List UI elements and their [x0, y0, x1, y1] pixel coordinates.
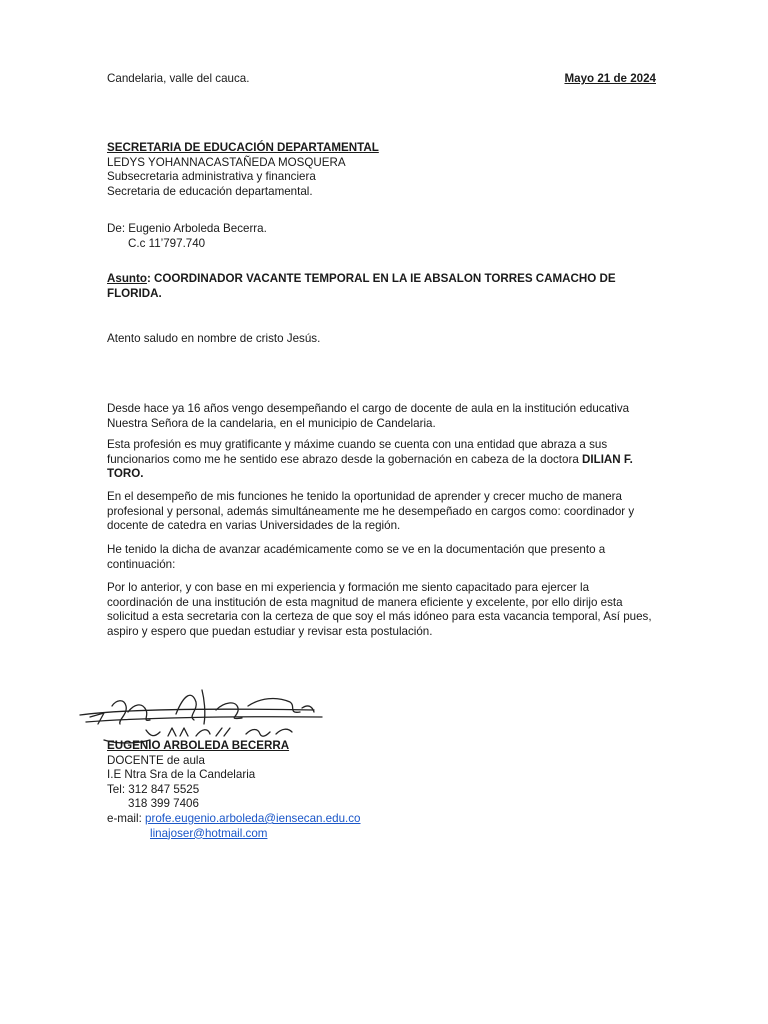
place-line: Candelaria, valle del cauca. [107, 72, 250, 85]
greeting: Atento saludo en nombre de cristo Jesús. [107, 332, 321, 345]
recipient-role: Subsecretaria administrativa y financiera [107, 170, 316, 184]
recipient-office: SECRETARIA DE EDUCACIÓN DEPARTAMENTAL [107, 141, 379, 154]
body-paragraph-4: He tenido la dicha de avanzar académicamente como se ve en la documentación que presento a continuación: [107, 543, 606, 571]
body-paragraph-5: Por lo anterior, y con base en mi experiencia y formación me siento capacitado para ejercer la coordinación de una institución de esta magnitud de manera eficiente y excelente, por ello dirijo esta solicitud a esta secretaria con la certeza de que soy el más idóneo para esta vacancia temporal, Así pues, aspiro y espero que puedan estudiar y revisar esta postulación. [107, 581, 652, 638]
signer-name: EUGENIO ARBOLEDA BECERRA [107, 739, 290, 752]
email-link-2[interactable]: linajoser@hotmail.com [150, 826, 268, 840]
recipient-dept: Secretaria de educación departamental. [107, 184, 313, 198]
signature-block [107, 739, 361, 841]
subject-text: : COORDINADOR VACANTE TEMPORAL EN LA IE ABSALON TORRES CAMACHO DE FLORIDA. [107, 272, 616, 300]
letter-date: Mayo 21 de 2024 [564, 72, 656, 85]
highlighted-name: DILIAN F. TORO. [107, 452, 633, 481]
signer-title: DOCENTE de aula [107, 753, 205, 767]
sender-from: De: Eugenio Arboleda Becerra. [107, 222, 267, 235]
sender-id: C.c 11’797.740 [128, 236, 206, 250]
recipient-name: LEDYS YOHANNACASTAÑEDA MOSQUERA [107, 155, 346, 169]
body-paragraph-1: Desde hace ya 16 años vengo desempeñando el cargo de docente de aula en la institución educativa Nuestra Señora de la candelaria, en el municipio de Candelaria. [107, 402, 630, 430]
signer-phone-1: Tel: 312 847 5525 [107, 782, 200, 796]
body-paragraph-2: Esta profesión es muy gratificante y máxime cuando se cuenta con una entidad que abraza a sus funcionarios como me he sentido ese abrazo desde la gobernación en cabeza de la doctora DILIAN F. TORO. [107, 438, 633, 481]
signer-institution: I.E Ntra Sra de la Candelaria [107, 768, 256, 782]
signer-phone-2: 318 399 7406 [128, 797, 199, 811]
subject-line [107, 272, 627, 301]
signer-email-line-2 [107, 827, 361, 842]
body-paragraph-3: En el desempeño de mis funciones he tenido la oportunidad de aprender y crecer mucho de manera profesional y personal, además simultáneamente me he desempeñado en cargos como: coordinador y docente de catedra en varias Universidades de la región. [107, 490, 635, 533]
sender-block [107, 222, 267, 251]
recipient-block [107, 141, 379, 199]
signer-email-line: e-mail: profe.eugenio.arboleda@iensecan.edu.co [107, 811, 361, 825]
email-link-1[interactable]: profe.eugenio.arboleda@iensecan.edu.co [145, 811, 361, 825]
subject-label: Asunto [107, 272, 147, 285]
